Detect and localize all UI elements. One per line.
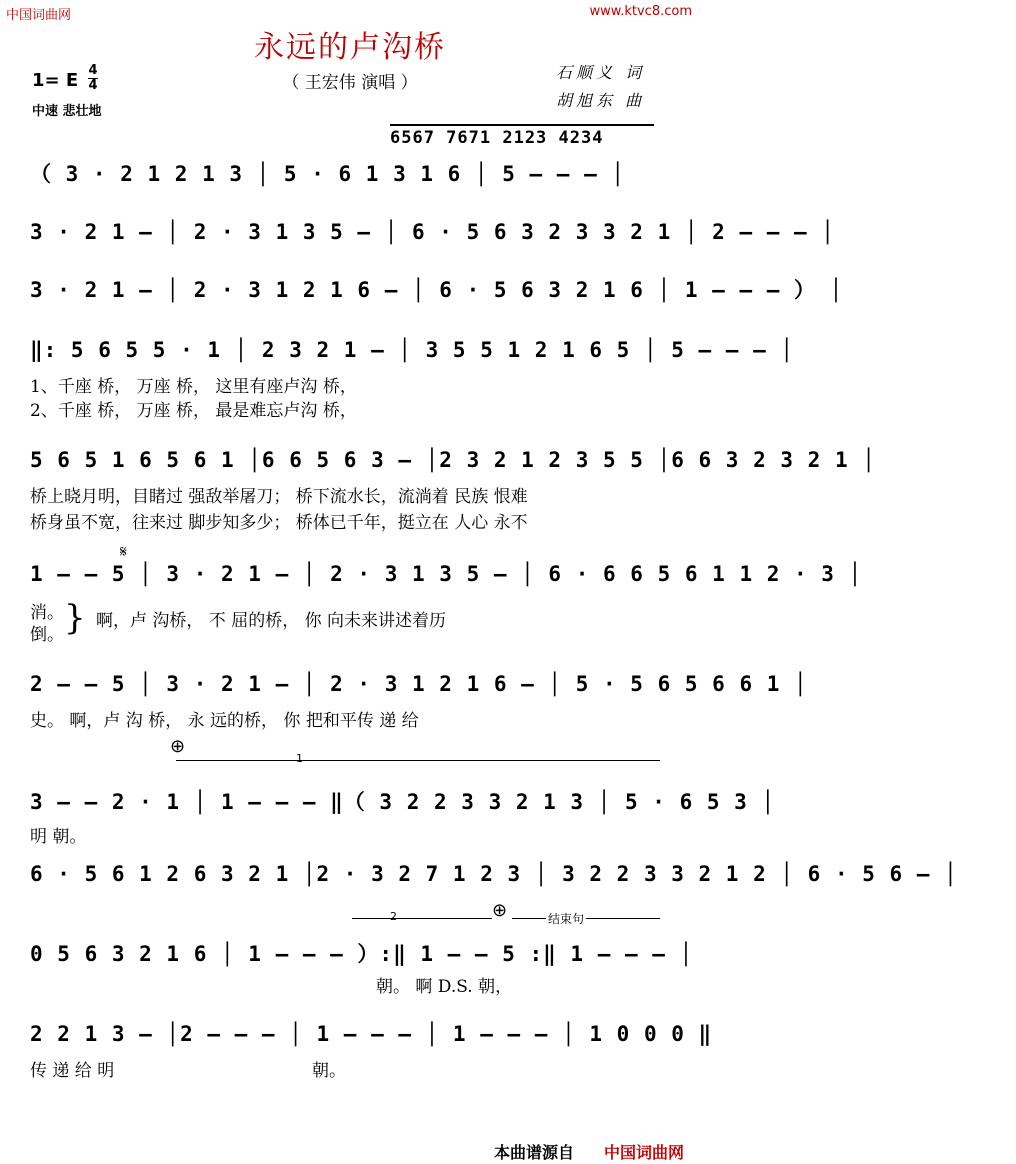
lyric-v1-line4: 1、千座 桥， 万座 桥， 这里有座卢沟 桥， — [30, 377, 357, 397]
tempo-marking: 中速 悲壮地 — [32, 104, 102, 119]
lyric-line8: 明 朝。 — [30, 827, 87, 847]
score-line7: 2 – – 5 │ 3 · 2 1 – │ 2 · 3 1 2 1 6 – │ 5 · 5 6 5 6 6 1 │ — [30, 672, 808, 696]
segno-icon: 𝄋 — [120, 542, 127, 561]
volta2-line — [352, 918, 492, 919]
verse-brace: } — [64, 598, 86, 638]
score-line5: 5 6 5 1 6 5 6 1 │6 6 5 6 3 – │2 3 2 1 2 3 5 5 │6 6 3 2 3 2 1 │ — [30, 448, 876, 472]
score-line1: （ 3 · 2 1 2 1 3 │ 5 · 6 1 3 1 6 │ 5 – – – │ — [30, 162, 626, 186]
lyric-v2-line6: 倒。 — [30, 625, 64, 645]
beam-line1-upper — [390, 124, 654, 126]
site-name-left: 中国词曲网 — [6, 8, 72, 23]
lyricist-credit: 石顺义 词 — [556, 63, 646, 82]
lyric-v2-line5: 桥身虽不宽，往来过 脚步知多少； 桥体已千年，挺立在 人心 永不 — [30, 513, 528, 533]
singer-credit: （ 王宏伟 演唱 ） — [282, 73, 418, 93]
score-line6: 1 – – 5 │ 3 · 2 1 – │ 2 · 3 1 3 5 – │ 6 · 6 6 5 6 1 1 2 · 3 │ — [30, 562, 863, 586]
volta1-line — [176, 760, 660, 761]
key-signature: 1= E — [32, 70, 79, 91]
time-signature-top: 4 — [88, 63, 98, 78]
coda-icon-2: ⊕ — [492, 900, 508, 921]
score-line2: 3 · 2 1 – │ 2 · 3 1 3 5 – │ 6 · 5 6 3 2 3 3 2 1 │ 2 – – – │ — [30, 220, 835, 244]
volta1-label: 1 — [296, 752, 303, 765]
lyric-chorus-line6: 啊，卢 沟桥， 不 屈的桥， 你 向未来讲述着历 — [96, 611, 447, 631]
footer-source: 本曲谱源自 — [494, 1143, 575, 1162]
time-signature-bottom: 4 — [88, 78, 98, 93]
volta2-label: 2 — [390, 910, 397, 923]
footer-brand[interactable]: 中国词曲网 — [604, 1143, 685, 1162]
lyric-v1-line5: 桥上晓月明，目睹过 强敌举屠刀； 桥下流水长，流淌着 民族 恨难 — [30, 487, 528, 507]
score-line1-upper: 6567 7671 2123 4234 — [390, 128, 604, 148]
lyric-line7: 史。 啊，卢 沟 桥， 永 远的桥， 你 把和平传 递 给 — [30, 711, 419, 731]
score-line9: 6 · 5 6 1 2 6 3 2 1 │2 · 3 2 7 1 2 3 │ 3 2 2 3 3 2 1 2 │ 6 · 5 6 – │ — [30, 862, 958, 886]
lyric-line11-b: 朝。 — [312, 1061, 346, 1081]
lyric-line10: 朝。 啊 D.S. 朝， — [376, 977, 513, 997]
song-title: 永远的卢沟桥 — [254, 30, 446, 65]
ending-label: 结束句 — [548, 912, 585, 926]
site-url-right[interactable]: www.ktvc8.com — [589, 4, 692, 19]
composer-credit: 胡旭东 曲 — [556, 91, 646, 110]
score-line10: 0 5 6 3 2 1 6 │ 1 – – – ）:‖ 1 – – 5 :‖ 1 – – – │ — [30, 942, 694, 966]
time-signature — [88, 64, 98, 93]
score-line4: ‖: 5 6 5 5 · 1 │ 2 3 2 1 – │ 3 5 5 1 2 1 6 5 │ 5 – – – │ — [30, 338, 795, 362]
score-line8: 3 – – 2 · 1 │ 1 – – – ‖（ 3 2 2 3 3 2 1 3 │ 5 · 6 5 3 │ — [30, 790, 776, 814]
score-line11: 2 2 1 3 – │2 – – – │ 1 – – – │ 1 – – – │ 1 0 0 0 ‖ — [30, 1022, 713, 1046]
lyric-line11-a: 传 递 给 明 — [30, 1061, 115, 1081]
lyric-v2-line4: 2、千座 桥， 万座 桥， 最是难忘卢沟 桥， — [30, 401, 357, 421]
coda-icon: ⊕ — [170, 736, 186, 757]
score-line3: 3 · 2 1 – │ 2 · 3 1 2 1 6 – │ 6 · 5 6 3 2 1 6 │ 1 – – – ） │ — [30, 278, 844, 302]
lyric-v1-line6: 消。 — [30, 603, 64, 623]
